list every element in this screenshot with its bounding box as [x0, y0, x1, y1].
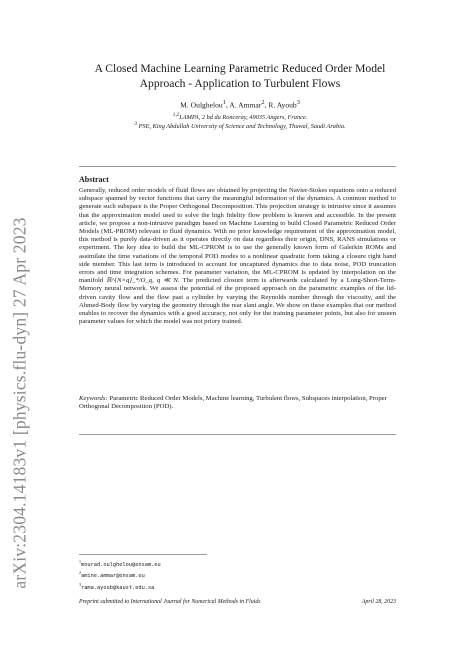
paper-title — [60, 61, 420, 91]
affiliation-1-sup: 1,2 — [172, 112, 180, 118]
abstract-bottom-rule — [79, 434, 396, 435]
author-3-sup: 3 — [296, 99, 300, 106]
footnote-2-sup: 2 — [79, 570, 81, 576]
title-line-1: A Closed Machine Learning Parametric Reduced Order Model — [94, 62, 386, 75]
footnote-2 — [79, 569, 161, 580]
keywords-text: Parametric Reduced Order Models, Machine learning, Turbulent flows, Subspaces interpolation, Proper Orthogonal Decomposition (POD). — [79, 395, 387, 411]
preprint-notice: Preprint submitted to International Journal for Numerical Methods in Fluids — [79, 599, 261, 605]
author-2-name: , A. Ammar — [225, 100, 262, 110]
footnote-rule — [79, 554, 207, 555]
author-1-name: M. Oulghelou — [180, 100, 223, 110]
abstract-body — [79, 187, 396, 326]
preprint-date: April 28, 2023 — [361, 599, 396, 605]
footnote-2-email: amine.ammar@ensam.eu — [81, 573, 145, 580]
keywords-label: Keywords: — [79, 395, 108, 402]
keywords-block — [79, 395, 396, 411]
footnote-1-sup: 1 — [79, 559, 81, 564]
footnotes — [79, 558, 161, 592]
affiliation-2 — [60, 120, 420, 131]
footnote-1 — [79, 558, 161, 569]
author-list — [60, 99, 420, 110]
arxiv-id-text: arXiv:2304.14183v1 [physics.flu-dyn] 27 Apr 2023 — [9, 217, 30, 589]
title-line-2: Approach - Application to Turbulent Flows — [139, 77, 341, 90]
affiliation-2-sup: 3 — [134, 121, 138, 127]
affiliation-1-text: LAMPA, 2 bd du Ronceray, 49035 Angers, France. — [179, 114, 308, 122]
footnote-1-email: mourad.oulghelou@ensam.eu — [81, 561, 161, 568]
footnote-3-sup: 3 — [79, 581, 81, 587]
abstract-text-part-1: Generally, reduced order models of fluid flows are obtained by projecting the Navier-Stokes equations onto a reduced subspace spanned by vector functions that carry the meaningful information of the dynamics. A common method to generate such subspace is the Proper Orthogonal Decomposition. This projection strategy is intrusive since it assumes that the approximation model used to solve the high fidelity flow problem is known and accessible. In the present article, we propose a non-intrusive paradigm based on Machine Learning to build Closed Parametric Reduced Order Models (ML-PROM) relevant to fluid dynamics. With no prior knowledge requirement of the approximation model, this method is purely data-driven as it operates directly on data regardless their origin, DNS, RANS simulations or experiment. The key idea to build the ML-CPROM is to use the generally known form of Galerkin ROMs and assimilate the time variations of the temporal POD modes to a nonlinear quadratic form taking a closure right hand side member. This last term is introduced to account for uncaptured dynamics due to data noise, POD truncation errors and time integration schemes. For parameter variation, the ML-CPROM is updated by interpolation on the manifold — [79, 187, 396, 285]
author-3-name: , R. Ayoub — [264, 100, 297, 110]
abstract-top-rule — [79, 166, 396, 167]
arxiv-identifier-stamp — [0, 0, 40, 670]
footnote-3 — [79, 581, 161, 592]
abstract-math-manifold: ℝ^{N×q}_*/O_q, q ≪ N — [106, 277, 178, 285]
abstract-text-part-2: . The predicted closure term is afterwards calculated by a Long-Short-Term-Memory neural network. We assess the potential of the proposed approach on the parametric examples of the lid-driven cavity flow and the flow past a cylinder by varying the Reynolds number through the viscosity, and the Ahmed-Body flow by varying the geometry through the rear slant angle. We show on these examples that our method enables to recover the dynamics with a good accuracy, not only for the training parameter points, but also for unseen parameter values for which the model was not priory trained. — [79, 277, 396, 326]
footnote-3-email: rama.ayoub@kaust.edu.sa — [81, 584, 155, 591]
affiliation-2-text: PSE, King Abdullah University of Science and Technology, Thuwal, Saudi Arabia. — [138, 123, 346, 131]
author-2-sup: 2 — [261, 99, 265, 106]
author-1-sup: 1 — [222, 99, 226, 106]
abstract-heading: Abstract — [79, 175, 109, 184]
